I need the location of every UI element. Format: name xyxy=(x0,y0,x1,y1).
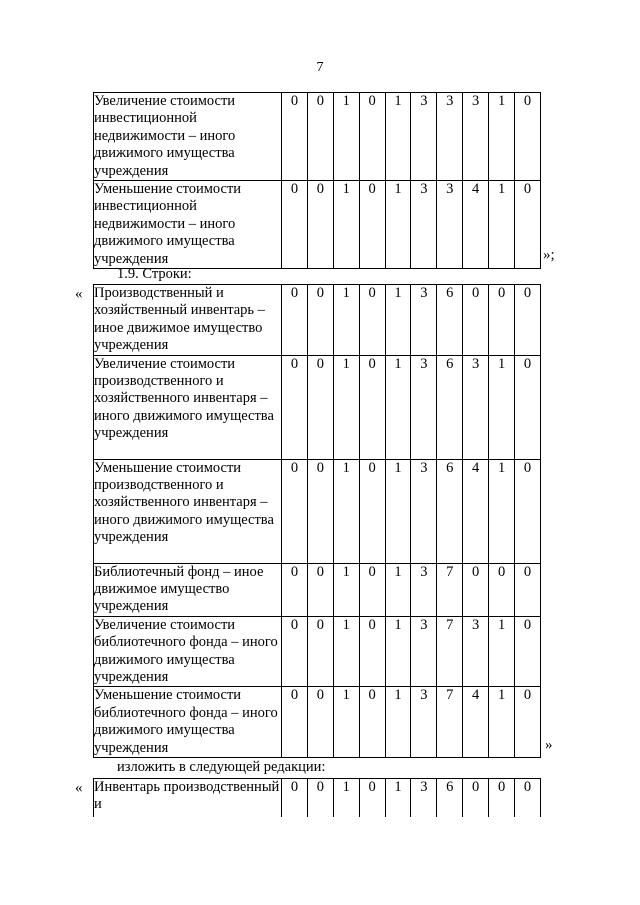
code-digit: 1 xyxy=(333,285,359,356)
code-digit: 6 xyxy=(437,779,463,817)
table-row xyxy=(94,285,541,356)
code-table-top xyxy=(93,92,541,269)
code-digit: 1 xyxy=(385,181,411,269)
code-digit: 0 xyxy=(307,181,333,269)
code-digit: 1 xyxy=(385,285,411,356)
code-table-bottom xyxy=(93,778,541,817)
code-digit: 0 xyxy=(489,285,515,356)
code-digit: 0 xyxy=(307,563,333,616)
code-digit: 1 xyxy=(333,355,359,459)
closing-quote: »; xyxy=(543,247,555,263)
table-row xyxy=(94,616,541,687)
code-digit: 1 xyxy=(385,459,411,563)
code-digit: 0 xyxy=(359,687,385,758)
code-digit: 0 xyxy=(359,285,385,356)
code-digit: 0 xyxy=(282,687,308,758)
code-digit: 0 xyxy=(307,285,333,356)
code-digit: 3 xyxy=(411,563,437,616)
code-digit: 1 xyxy=(385,779,411,817)
code-digit: 1 xyxy=(385,355,411,459)
code-digit: 0 xyxy=(282,285,308,356)
code-digit: 0 xyxy=(463,779,489,817)
code-digit: 0 xyxy=(515,616,541,687)
code-digit: 0 xyxy=(515,181,541,269)
replace-instruction: изложить в следующей редакции: xyxy=(117,759,326,775)
code-digit: 0 xyxy=(307,355,333,459)
code-digit: 1 xyxy=(489,355,515,459)
code-digit: 1 xyxy=(333,93,359,181)
code-digit: 0 xyxy=(515,779,541,817)
code-digit: 1 xyxy=(385,93,411,181)
code-digit: 0 xyxy=(307,687,333,758)
row-name: Уменьшение стоимости производственного и хозяйственного инвентаря – иного движимого имущества учреждения xyxy=(94,459,282,563)
table-row xyxy=(94,459,541,563)
code-digit: 1 xyxy=(489,687,515,758)
code-digit: 0 xyxy=(359,616,385,687)
code-digit: 4 xyxy=(463,181,489,269)
code-digit: 0 xyxy=(282,181,308,269)
row-name: Уменьшение стоимости библиотечного фонда – иного движимого имущества учреждения xyxy=(94,687,282,758)
closing-quote: » xyxy=(545,737,553,753)
code-digit: 1 xyxy=(489,616,515,687)
code-digit: 7 xyxy=(437,563,463,616)
code-digit: 3 xyxy=(411,285,437,356)
code-digit: 0 xyxy=(515,459,541,563)
row-name: Производственный и хозяйственный инвентарь – иное движимое имущество учреждения xyxy=(94,285,282,356)
code-digit: 0 xyxy=(359,563,385,616)
code-digit: 0 xyxy=(282,563,308,616)
page-number: 7 xyxy=(316,60,324,75)
table-row xyxy=(94,687,541,758)
code-digit: 6 xyxy=(437,285,463,356)
code-digit: 1 xyxy=(333,687,359,758)
row-name: Увеличение стоимости библиотечного фонда – иного движимого имущества учреждения xyxy=(94,616,282,687)
code-digit: 3 xyxy=(411,355,437,459)
code-digit: 0 xyxy=(489,779,515,817)
code-digit: 0 xyxy=(282,93,308,181)
code-digit: 0 xyxy=(463,563,489,616)
code-digit: 3 xyxy=(411,93,437,181)
code-digit: 3 xyxy=(463,93,489,181)
code-digit: 1 xyxy=(489,181,515,269)
code-digit: 0 xyxy=(515,563,541,616)
code-digit: 3 xyxy=(411,616,437,687)
code-digit: 1 xyxy=(385,687,411,758)
code-digit: 0 xyxy=(359,355,385,459)
code-digit: 0 xyxy=(515,93,541,181)
code-digit: 0 xyxy=(282,779,308,817)
code-digit: 1 xyxy=(489,459,515,563)
code-digit: 1 xyxy=(385,563,411,616)
table-row xyxy=(94,779,541,817)
code-digit: 7 xyxy=(437,687,463,758)
code-digit: 3 xyxy=(463,616,489,687)
code-digit: 3 xyxy=(411,779,437,817)
code-digit: 0 xyxy=(359,181,385,269)
code-digit: 4 xyxy=(463,459,489,563)
code-digit: 0 xyxy=(307,779,333,817)
code-digit: 3 xyxy=(437,181,463,269)
code-digit: 0 xyxy=(463,285,489,356)
code-digit: 0 xyxy=(359,459,385,563)
code-digit: 4 xyxy=(463,687,489,758)
table-row xyxy=(94,181,541,269)
code-digit: 0 xyxy=(307,616,333,687)
code-table-main xyxy=(93,284,541,758)
code-digit: 1 xyxy=(489,93,515,181)
code-digit: 0 xyxy=(307,459,333,563)
code-digit: 0 xyxy=(359,93,385,181)
code-digit: 1 xyxy=(385,616,411,687)
table-row xyxy=(94,563,541,616)
opening-quote: « xyxy=(75,286,83,302)
row-name: Увеличение стоимости инвестиционной недвижимости – иного движимого имущества учреждения xyxy=(94,93,282,181)
opening-quote: « xyxy=(75,780,83,796)
code-digit: 1 xyxy=(333,181,359,269)
code-digit: 0 xyxy=(515,355,541,459)
code-digit: 3 xyxy=(411,459,437,563)
row-name: Уменьшение стоимости инвестиционной недвижимости – иного движимого имущества учреждения xyxy=(94,181,282,269)
code-digit: 1 xyxy=(333,616,359,687)
code-digit: 0 xyxy=(515,285,541,356)
section-heading-1-9: 1.9. Строки: xyxy=(117,266,192,282)
table-row xyxy=(94,93,541,181)
row-name: Увеличение стоимости производственного и хозяйственного инвентаря – иного движимого имущества учреждения xyxy=(94,355,282,459)
code-digit: 1 xyxy=(333,563,359,616)
code-digit: 0 xyxy=(282,616,308,687)
table-row xyxy=(94,355,541,459)
code-digit: 3 xyxy=(411,181,437,269)
code-digit: 0 xyxy=(515,687,541,758)
code-digit: 3 xyxy=(463,355,489,459)
code-digit: 3 xyxy=(411,687,437,758)
code-digit: 3 xyxy=(437,93,463,181)
code-digit: 0 xyxy=(359,779,385,817)
row-name: Инвентарь производственный и xyxy=(94,779,282,817)
code-digit: 0 xyxy=(489,563,515,616)
code-digit: 0 xyxy=(282,355,308,459)
code-digit: 0 xyxy=(282,459,308,563)
code-digit: 0 xyxy=(307,93,333,181)
row-name: Библиотечный фонд – иное движимое имущество учреждения xyxy=(94,563,282,616)
code-digit: 1 xyxy=(333,779,359,817)
code-digit: 1 xyxy=(333,459,359,563)
code-digit: 6 xyxy=(437,355,463,459)
code-digit: 7 xyxy=(437,616,463,687)
code-digit: 6 xyxy=(437,459,463,563)
